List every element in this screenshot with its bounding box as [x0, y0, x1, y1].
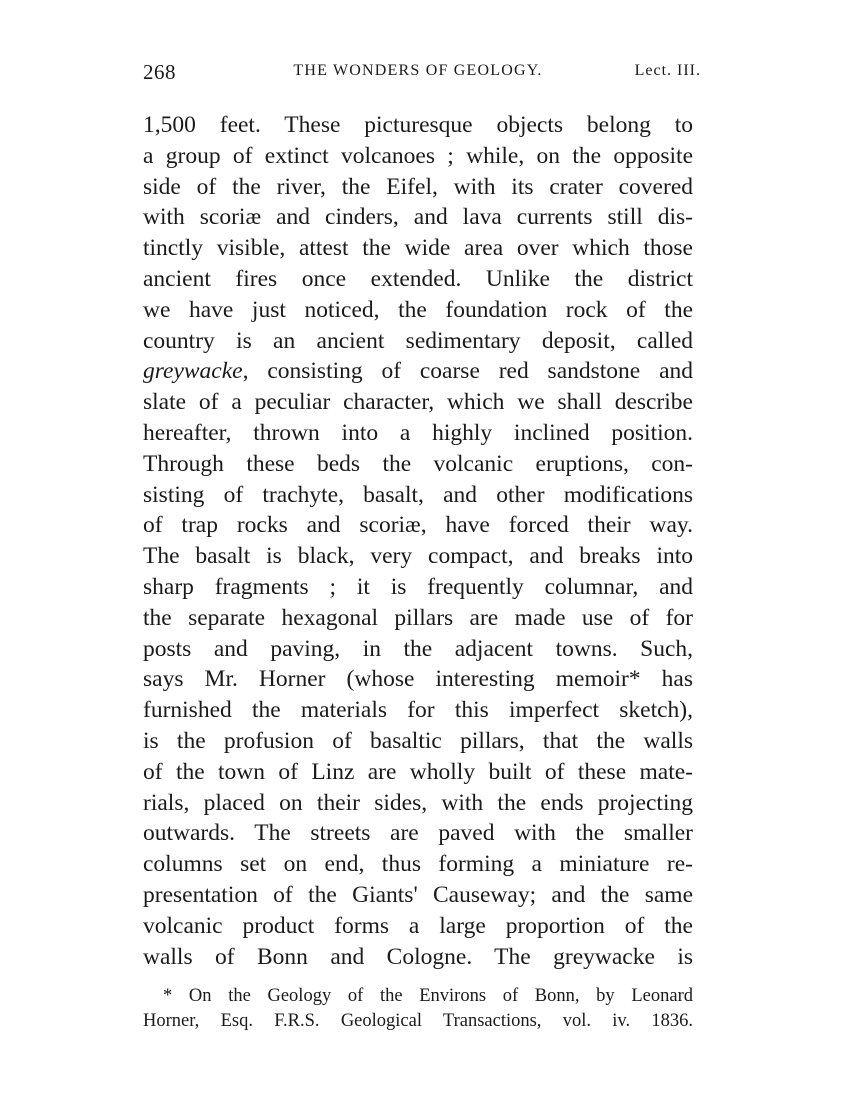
footnote-line: Horner, Esq. F.R.S. Geological Transactions, vol. iv. 1836.: [143, 1011, 693, 1032]
text-line: The basalt is black, very compact, and breaks into: [143, 543, 693, 570]
footnote-line: * On the Geology of the Environs of Bonn, by Leonard: [163, 986, 693, 1007]
text-line: furnished the materials for this imperfect sketch),: [143, 697, 693, 724]
text-line-with-italic: [143, 356, 693, 387]
text-line-rest: , consisting of coarse red sandstone and: [242, 358, 693, 385]
text-line: of trap rocks and scoriæ, have forced their way.: [143, 512, 693, 539]
text-line: with scoriæ and cinders, and lava currents still dis-: [143, 204, 693, 231]
book-page: [143, 60, 701, 1034]
running-head: [143, 60, 701, 90]
section-label: Lect. III.: [634, 62, 701, 79]
text-line: is the profusion of basaltic pillars, that the walls: [143, 727, 693, 754]
text-line: rials, placed on their sides, with the ends projecting: [143, 789, 693, 816]
text-line: columns set on end, thus forming a miniature re-: [143, 851, 693, 878]
text-line: a group of extinct volcanoes ; while, on the opposite: [143, 142, 693, 169]
text-line: ancient fires once extended. Unlike the district: [143, 265, 693, 292]
italic-term: greywacke: [143, 358, 243, 385]
text-line: side of the river, the Eifel, with its crater covered: [143, 173, 693, 200]
text-line: Through these beds the volcanic eruptions, con-: [143, 450, 693, 477]
text-line: tinctly visible, attest the wide area over which those: [143, 235, 693, 262]
text-line: the separate hexagonal pillars are made use of for: [143, 604, 693, 631]
text-line: slate of a peculiar character, which we shall describe: [143, 389, 693, 416]
text-line: hereafter, thrown into a highly inclined position.: [143, 419, 693, 446]
text-line: 1,500 feet. These picturesque objects belong to: [143, 112, 693, 138]
text-line: sisting of trachyte, basalt, and other modifications: [143, 481, 693, 508]
text-line: says Mr. Horner (whose interesting memoir* has: [143, 666, 693, 693]
footnote: [143, 984, 693, 1034]
page-number: 268: [143, 60, 176, 84]
text-line: we have just noticed, the foundation rock of the: [143, 296, 693, 323]
body-text: [143, 110, 693, 972]
text-line: of the town of Linz are wholly built of these mate-: [143, 758, 693, 785]
text-line: outwards. The streets are paved with the smaller: [143, 820, 693, 847]
text-line: sharp fragments ; it is frequently columnar, and: [143, 573, 693, 600]
text-line: posts and paving, in the adjacent towns. Such,: [143, 635, 693, 662]
text-line: presentation of the Giants' Causeway; and the same: [143, 881, 693, 908]
text-line: volcanic product forms a large proportion of the: [143, 912, 693, 939]
running-title: THE WONDERS OF GEOLOGY.: [293, 62, 543, 79]
text-line: walls of Bonn and Cologne. The greywacke is: [143, 943, 693, 970]
text-line: country is an ancient sedimentary deposit, called: [143, 327, 693, 354]
